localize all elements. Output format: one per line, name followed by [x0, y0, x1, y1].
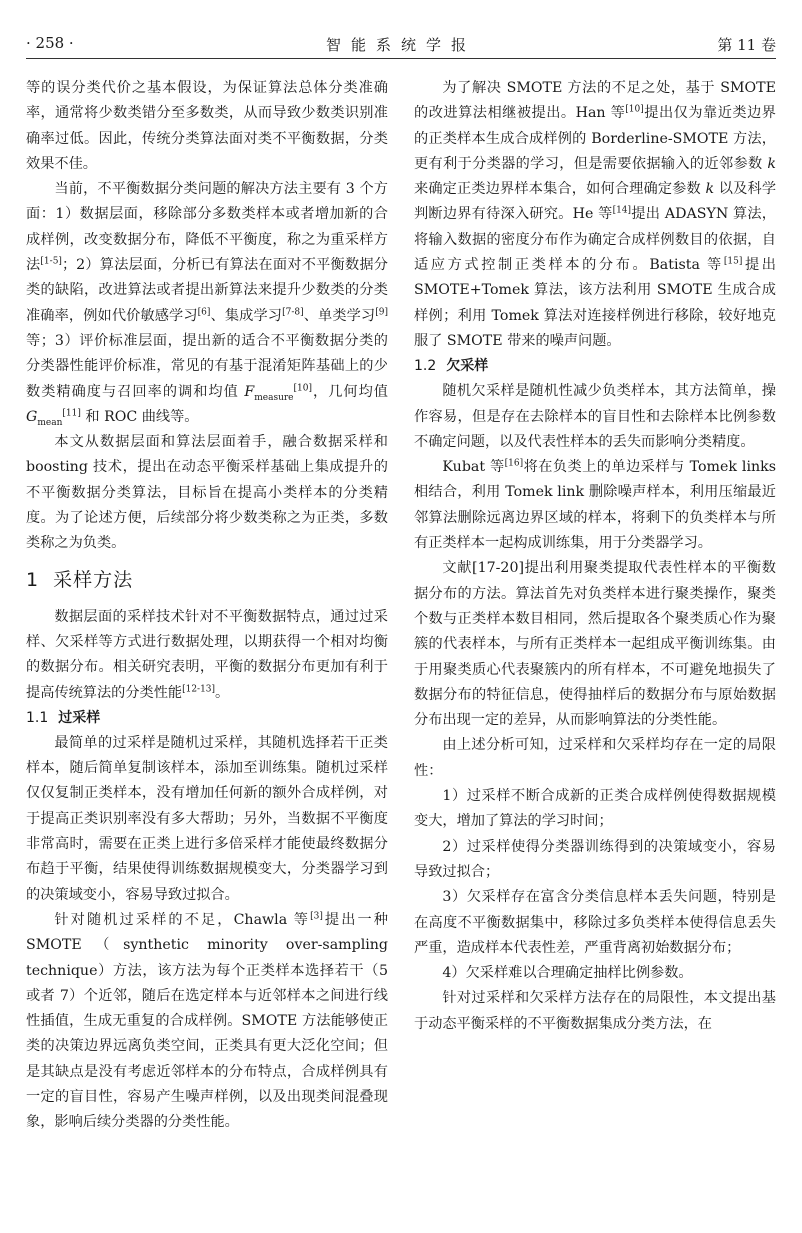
running-header	[26, 28, 776, 59]
citation: [11]	[62, 408, 81, 419]
list-item: 2）过采样使得分类器训练得到的决策域变小，容易导致过拟合；	[414, 838, 776, 880]
subsection-heading: 1.2 欠采样	[414, 358, 489, 375]
citation: [7-8]	[282, 306, 304, 317]
section-heading: 1 采样方法	[26, 568, 134, 591]
paragraph: 由上述分析可知，过采样和欠采样均存在一定的局限性：	[414, 737, 776, 779]
page-number: · 258 ·	[26, 34, 74, 52]
paragraph: 数据层面的采样技术针对不平衡数据特点，通过过采样、欠采样等方式进行数据处理，以期获得一个相对均衡的数据分布。相关研究表明，平衡的数据分布更加有利于提高传统算法的分类性能[12-13]。	[26, 608, 388, 701]
citation: [1-5]	[40, 256, 62, 267]
left-column	[26, 76, 388, 1136]
list-item: 3）欠采样存在富含分类信息样本丢失问题，特别是在高度不平衡数据集中，移除过多负类样本使得信息丢失严重，造成样本代表性差，严重背离初始数据分布；	[414, 889, 776, 956]
math-symbol: F	[244, 383, 255, 400]
math-symbol: G	[26, 408, 38, 425]
paragraph: 为了解决 SMOTE 方法的不足之处，基于 SMOTE 的改进算法相继被提出。Han 等[10]提出仅为靠近类边界的正类样本生成合成样例的 Borderline-SMOTE 方法，更有利于分类器的学习，但是需要依据输入的近邻参数 k 来确定正类边界样本集合，如何合理确定参数 k 以及科学判断边界有待深入研究。He 等[14]提出 ADASYN 算法，将输入数据的密度分布作为确定合成样例数目的依据，自适应方式控制正类样本的分布。Batista 等[15]提出 SMOTE+Tomek 算法，该方法利用 SMOTE 生成合成样例；利用 Tomek 算法对连接样例进行移除，较好地克服了 SMOTE 带来的噪声问题。	[414, 80, 777, 349]
paragraph: 本文从数据层面和算法层面着手，融合数据采样和 boosting 技术，提出在动态平衡采样基础上集成提升的不平衡数据分类算法，目标旨在提高小类样本的分类精度。为了论述方便，后续部分将少数类称之为正类，多数类称之为负类。	[26, 434, 388, 552]
right-column	[414, 76, 776, 1037]
volume-label: 第 11 卷	[717, 36, 776, 54]
citation: [16]	[504, 458, 524, 469]
math-symbol: k	[767, 155, 776, 172]
citation: [12-13]	[182, 683, 216, 694]
citation: [9]	[375, 306, 388, 317]
list-item: 1）过采样不断合成新的正类合成样例使得数据规模变大，增加了算法的学习时间；	[414, 788, 776, 830]
citation: [10]	[293, 382, 312, 393]
citation: [10]	[625, 104, 644, 115]
subsection-heading: 1.1 过采样	[26, 709, 101, 726]
citation: [3]	[310, 911, 323, 922]
paragraph: 针对随机过采样的不足，Chawla 等[3]提出一种 SMOTE（synthetic minority over-sampling technique）方法，该方法为每个正类样本选择若干（5 或者 7）个近邻，随后在选定样本与近邻样本之间进行线性插值，生成无重复的合成样例。SMOTE 方法能够使正类的决策边界远离负类空间，正类具有更大泛化空间；但是其缺点是没有考虑近邻样本的分布特点，合成样例具有一定的盲目性，容易产生噪声样例，以及出现类间混叠现象，影响后续分类器的分类性能。	[26, 911, 388, 1131]
paragraph: Kubat 等[16]将在负类上的单边采样与 Tomek links 相结合，利用 Tomek link 删除噪声样本，利用压缩最近邻算法删除远离边界区域的样本，将剩下的负类样本与所有正类样本一起构成训练集，用于分类器学习。	[414, 458, 776, 552]
citation: [15]	[723, 256, 743, 267]
paragraph: 等的误分类代价之基本假设，为保证算法总体分类准确率，通常将少数类错分至多数类，从而导致少数类识别准确率过低。因此，传统分类算法面对类不平衡数据，分类效果不佳。	[26, 80, 388, 172]
journal-name: 智能系统学报	[325, 36, 476, 54]
paragraph: 最简单的过采样是随机过采样，其随机选择若干正类样本，随后简单复制该样本，添加至训练集。随机过采样仅仅复制正类样本，没有增加任何新的额外合成样例，对于提高正类识别率没有多大帮助；另外，当数据不平衡度非常高时，需要在正类上进行多倍采样才能使最终数据分布趋于平衡，结果使得训练数据规模变大，分类器学习到的决策域变小，容易导致过拟合。	[26, 734, 388, 903]
math-symbol: k	[705, 181, 715, 198]
paragraph: 针对过采样和欠采样方法存在的局限性，本文提出基于动态平衡采样的不平衡数据集成分类方法，在	[414, 990, 776, 1032]
citation: [14]	[612, 205, 632, 216]
paragraph: 当前，不平衡数据分类问题的解决方法主要有 3 个方面：1）数据层面，移除部分多数类样本或者增加新的合成样例，改变数据分布，降低不平衡度，称之为重采样方法[1-5]；2）算法层面，分析已有算法在面对不平衡数据分类的缺陷，改进算法或者提出新算法来提升少数类的分类准确率，例如代价敏感学习[6]、集成学习[7-8]、单类学习[9]等；3）评价标准层面，提出新的适合不平衡数据分类的分类器性能评价标准，常见的有基于混淆矩阵基础上的少数类精确度与召回率的调和均值 $F_{measure}[10]$，几何均值 $G_{mean}[11]$ 和 ROC 曲线等。	[26, 181, 388, 428]
list-item: 4）欠采样难以合理确定抽样比例参数。	[442, 965, 693, 982]
paragraph: 随机欠采样是随机性减少负类样本，其方法简单，操作容易，但是存在去除样本的盲目性和去除样本比例参数不确定问题，以及代表性样本的丢失而影响分类精度。	[414, 383, 776, 450]
paragraph: 文献[17-20]提出利用聚类提取代表性样本的平衡数据分布的方法。算法首先对负类样本进行聚类操作，聚类个数与正类样本数目相同，然后提取各个聚类质心作为聚簇的代表样本，与所有正类样本一起组成平衡训练集。由于用聚类质心代表聚簇内的所有样本，不可避免地损失了数据分布的特征信息，使得抽样后的数据分布与原始数据分布出现一定的差异，从而影响算法的分类性能。	[414, 560, 776, 729]
citation: [6]	[197, 306, 211, 317]
